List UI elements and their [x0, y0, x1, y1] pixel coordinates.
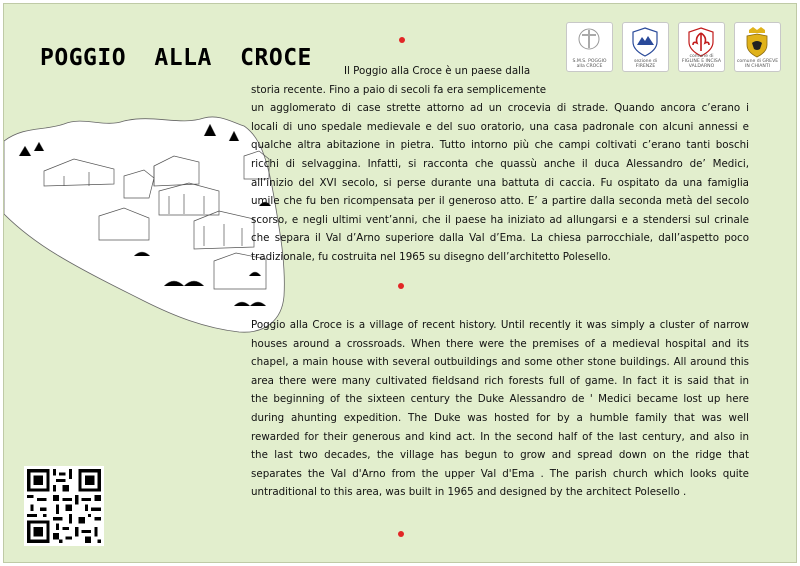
- info-panel: [3, 3, 797, 563]
- english-line: the last two decades, the village has begun to grow and spread down on the ridge that: [251, 449, 749, 462]
- english-line: separates the Val d'Arno from the upper Val d'Ema . The parish church which looks quite: [251, 467, 749, 480]
- page-title: POGGIO ALLA CROCE: [40, 45, 312, 71]
- english-line: untraditional to this area, was built in 1965 and designed by the architect Polesello .: [251, 486, 687, 499]
- red-dot-bottom: [398, 531, 404, 537]
- italian-line: che separa il Val d’Arno superiore dalla Val d’Ema. La chiesa parrocchiale, dall’aspetto poco: [251, 232, 749, 245]
- italian-line: umile che fu ben ricompensata per il generoso atto. E’ a partire dalla seconda metà del secolo: [251, 195, 749, 208]
- english-line: area there were many cultivated fieldsand rich forests full of game. In fact it is said that in: [251, 374, 749, 387]
- italian-line: ricchi di selvaggina. Infatti, si racconta che quassù anche il duca Alessandro de’ Medici,: [251, 157, 749, 170]
- red-dot-middle: [398, 283, 404, 289]
- italian-text: [251, 62, 749, 267]
- qr-code[interactable]: [24, 466, 104, 546]
- italian-line: storia recente. Fino a paio di secoli fa era semplicemente: [251, 83, 547, 96]
- figline-logo: [678, 22, 725, 72]
- english-text: [251, 316, 749, 502]
- english-line: Poggio alla Croce is a village of recent history. Until recently it was simply a cluster of narrow: [251, 319, 749, 331]
- italian-line: tradizionale, fu costruita nel 1965 su disegno dell’architetto Polesello.: [251, 250, 611, 263]
- italian-line: Il Poggio alla Croce è un paese dalla: [344, 65, 531, 77]
- logo-caption: comune di GREVE IN CHIANTI: [736, 59, 779, 69]
- greve-logo: [734, 22, 781, 72]
- logo-caption: comune di FIGLINE E INCISA VALDARNO: [681, 54, 722, 69]
- logo-caption: S.M.S. POGGIO alla CROCE: [572, 59, 607, 69]
- english-line: chapel, a main house with several outbuildings and some other stone buildings. All around this: [251, 356, 749, 369]
- sponsor-logos: [566, 22, 781, 72]
- red-dot-top: [399, 37, 405, 43]
- italian-line: all’inizio del XVI secolo, si perse durante una battuta di caccia. Fu ospitato da una famiglia: [251, 176, 749, 189]
- english-line: the beginning of the sixteen century the Duke Alessandro de ' Medici became lost up here: [251, 393, 749, 406]
- italian-line: scorso, e negli ultimi vent’anni, che il paese ha iniziato ad allungarsi e a stendersi sul crinale: [251, 213, 749, 226]
- cai-logo: [622, 22, 669, 72]
- logo-caption: sezione di FIRENZE: [633, 59, 658, 69]
- english-line: during ahunting expedition. The Duke was hosted for by a humble family that was well: [251, 411, 749, 424]
- sms-logo: [566, 22, 613, 72]
- english-line: houses around a crossroads. When there were the premises of a medieval hospital and its: [251, 337, 749, 350]
- italian-line: un agglomerato di case strette attorno ad un crocevia di strade. Quando ancora c’erano i: [251, 102, 749, 115]
- italian-line: qualche altra abitazione in pietra. Tutto intorno più che campi coltivati c’erano tanti boschi: [251, 139, 749, 152]
- english-line: rewarded for their generous and kind act. In the second half of the last century, and also in: [251, 430, 749, 443]
- italian-line: locali di uno spedale medievale e del suo oratorio, una casa padronale con alcuni annessi e: [251, 120, 749, 133]
